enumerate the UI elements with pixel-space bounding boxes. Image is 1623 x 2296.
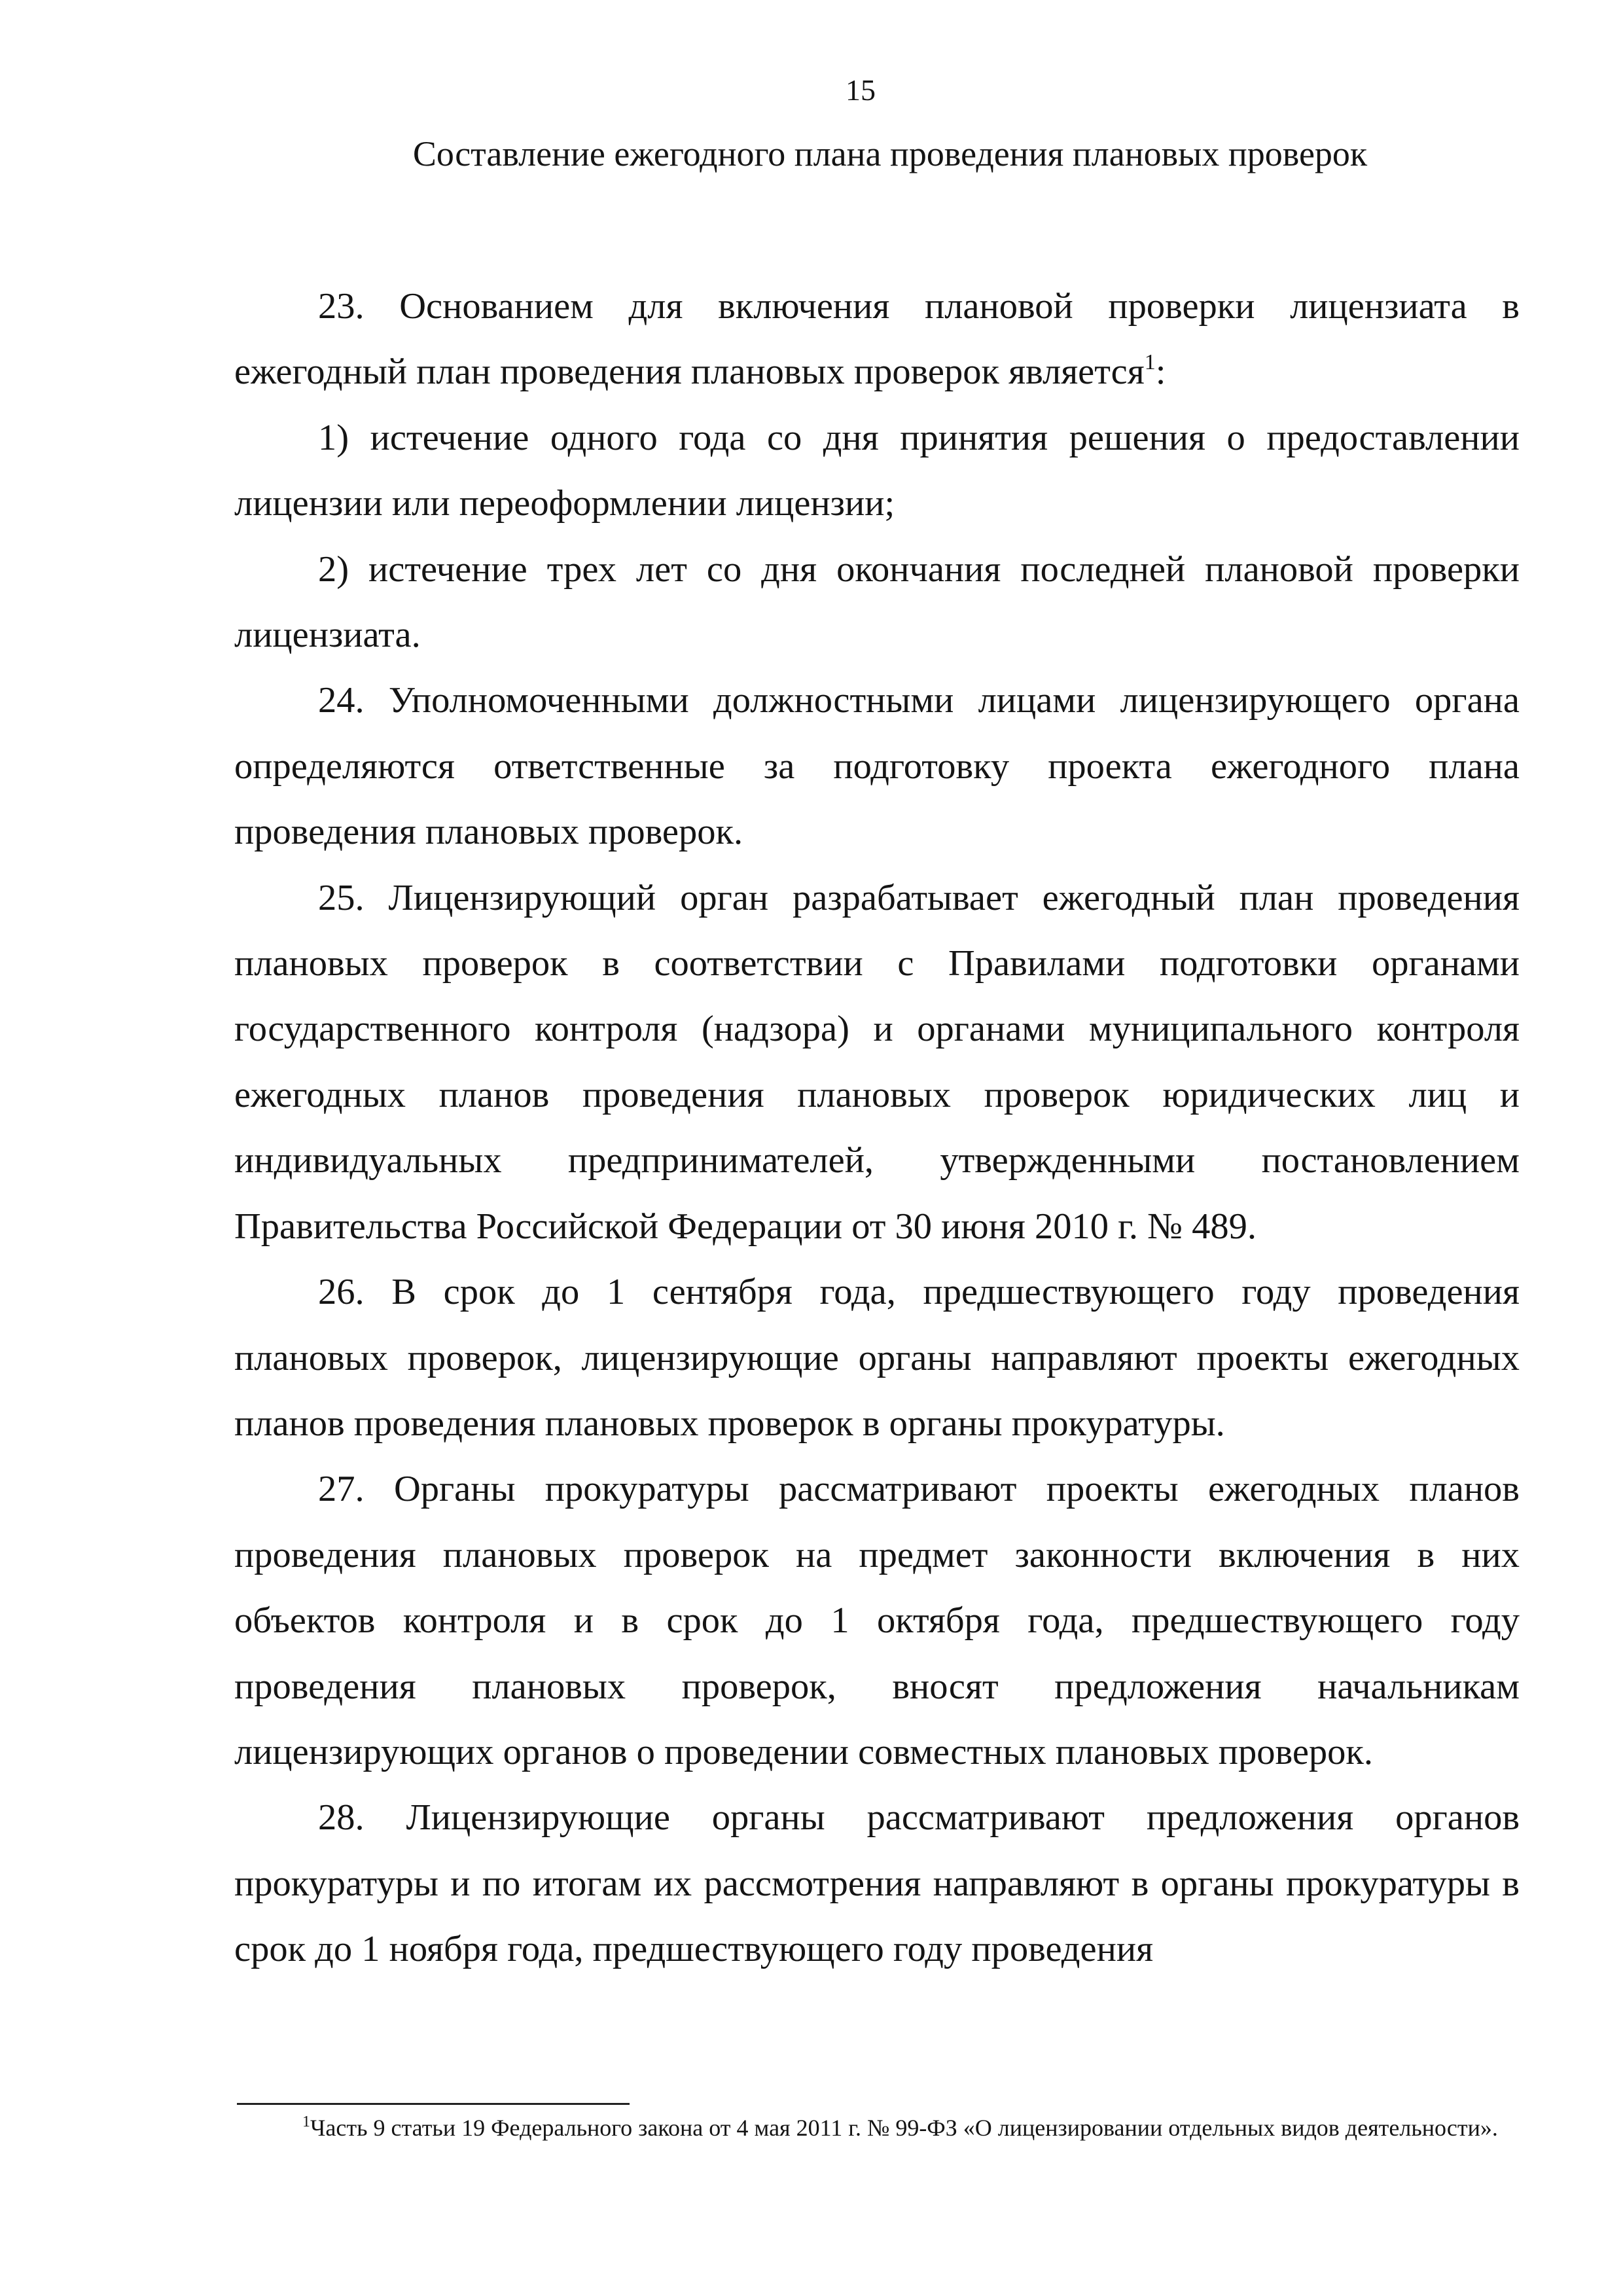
paragraph-28: 28. Лицензирующие органы рассматривают предложения органов прокуратуры и по итогам их рассмотрения направляют в органы прокуратуры в срок до 1 ноября года, предшествующего году проведения — [234, 1797, 1520, 1970]
paragraph-27: 27. Органы прокуратуры рассматривают проекты ежегодных планов проведения плановых проверок на предмет законности включения в них объектов контроля и в срок до 1 октября года, предшествующего году проведения плановых проверок, вносят предложения начальникам лицензирующих органов о проведении совместных плановых проверок. — [234, 1469, 1520, 1772]
paragraph-text-end: : — [1155, 351, 1166, 393]
footnote-marker: 1 — [302, 2113, 310, 2130]
paragraph-23-item-2: 2) истечение трех лет со дня окончания последней плановой проверки лицензиата. — [234, 548, 1520, 656]
paragraph-23-item-1: 1) истечение одного года со дня принятия решения о предоставлении лицензии или переоформлении лицензии; — [234, 417, 1520, 524]
page-number: 15 — [846, 73, 876, 107]
footnote — [237, 2113, 1520, 2143]
section-title: Составление ежегодного плана проведения плановых проверок — [412, 134, 1368, 173]
document-body — [234, 274, 1520, 1982]
footnote-text: Часть 9 статьи 19 Федерального закона от 4 мая 2011 г. № 99-ФЗ «О лицензировании отдельных видов деятельности». — [310, 2115, 1498, 2141]
paragraph-23 — [234, 274, 1520, 405]
footnote-reference: 1 — [1144, 350, 1156, 375]
paragraph-24: 24. Уполномоченными должностными лицами лицензирующего органа определяются ответственные за подготовку проекта ежегодного плана проведения плановых проверок. — [234, 680, 1520, 853]
paragraph-text: 23. Основанием для включения плановой проверки лицензиата в ежегодный план проведения плановых проверок является — [234, 286, 1520, 393]
paragraph-26: 26. В срок до 1 сентября года, предшествующего году проведения плановых проверок, лицензирующие органы направляют проекты ежегодных планов проведения плановых проверок в органы прокуратуры. — [234, 1272, 1520, 1444]
footnote-divider — [237, 2103, 630, 2105]
paragraph-25: 25. Лицензирующий орган разрабатывает ежегодный план проведения плановых проверок в соответствии с Правилами подготовки органами государственного контроля (надзора) и органами муниципального контроля ежегодных планов проведения плановых проверок юридических лиц и индивидуальных предпринимателей, утвержденными постановлением Правительства Российской Федерации от 30 июня 2010 г. № 489. — [234, 877, 1520, 1247]
